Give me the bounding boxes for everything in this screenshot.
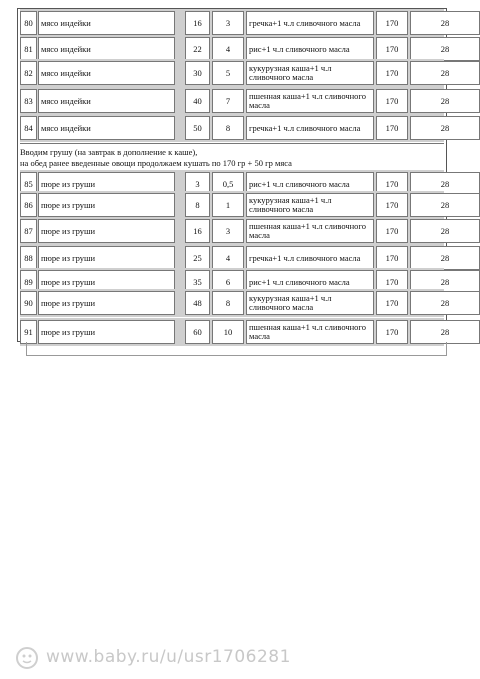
row-number: 91 <box>20 320 37 344</box>
table-footer-box <box>26 342 447 356</box>
product-cell: пюре из груши <box>38 270 175 294</box>
food-cell: рис+1 ч.л сливочного масла <box>246 172 374 196</box>
product-cell: мясо индейки <box>38 37 175 61</box>
vegetables-cell: 170 <box>376 219 408 243</box>
meat-cell: 28 <box>410 320 480 344</box>
meat-cell: 28 <box>410 246 480 270</box>
vegetables-cell: 170 <box>376 193 408 217</box>
row-number: 89 <box>20 270 37 294</box>
table-row <box>20 289 450 317</box>
food-cell: пшенная каша+1 ч.л сливочного масла <box>246 219 374 243</box>
row-number: 82 <box>20 61 37 85</box>
grams-cell: 3 <box>185 172 210 196</box>
grams-cell: 16 <box>185 219 210 243</box>
vegetables-cell: 170 <box>376 11 408 35</box>
product-cell: пюре из груши <box>38 193 175 217</box>
grams-cell: 30 <box>185 61 210 85</box>
portion-cell: 8 <box>212 291 244 315</box>
vegetables-cell: 170 <box>376 320 408 344</box>
product-cell: пюре из груши <box>38 172 175 196</box>
meat-cell: 28 <box>410 172 480 196</box>
note-line-2: на обед ранее введенные овощи продолжаем кушать по 170 гр + 50 гр мяса <box>20 157 292 168</box>
vegetables-cell: 170 <box>376 116 408 140</box>
food-cell: рис+1 ч.л сливочного масла <box>246 270 374 294</box>
meat-cell: 28 <box>410 193 480 217</box>
portion-cell: 10 <box>212 320 244 344</box>
portion-cell: 8 <box>212 116 244 140</box>
baby-logo-icon <box>14 644 40 670</box>
row-number: 80 <box>20 11 37 35</box>
portion-cell: 3 <box>212 219 244 243</box>
row-number: 88 <box>20 246 37 270</box>
row-number: 86 <box>20 193 37 217</box>
meat-cell: 28 <box>410 11 480 35</box>
row-number: 90 <box>20 291 37 315</box>
vegetables-cell: 170 <box>376 291 408 315</box>
meat-cell: 28 <box>410 291 480 315</box>
portion-cell: 4 <box>212 37 244 61</box>
portion-cell: 6 <box>212 270 244 294</box>
food-cell: гречка+1 ч.л сливочного масла <box>246 116 374 140</box>
product-cell: пюре из груши <box>38 320 175 344</box>
table-row <box>20 59 450 87</box>
grams-cell: 60 <box>185 320 210 344</box>
vegetables-cell: 170 <box>376 89 408 113</box>
meat-cell: 28 <box>410 61 480 85</box>
portion-cell: 7 <box>212 89 244 113</box>
note-line-1: Вводим грушу (на завтрак в дополнение к каше), <box>20 147 198 157</box>
row-number: 85 <box>20 172 37 196</box>
row-number: 81 <box>20 37 37 61</box>
vegetables-cell: 170 <box>376 270 408 294</box>
vegetables-cell: 170 <box>376 246 408 270</box>
meat-cell: 28 <box>410 37 480 61</box>
food-cell: пшенная каша+1 ч.л сливочного масла <box>246 89 374 113</box>
vegetables-cell: 170 <box>376 172 408 196</box>
grams-cell: 8 <box>185 193 210 217</box>
table-row <box>20 217 450 245</box>
watermark <box>14 642 314 672</box>
product-cell: пюре из груши <box>38 246 175 270</box>
product-cell: пюре из груши <box>38 291 175 315</box>
vegetables-cell: 170 <box>376 61 408 85</box>
food-cell: гречка+1 ч.л сливочного масла <box>246 11 374 35</box>
food-cell: кукурузная каша+1 ч.л сливочного масла <box>246 291 374 315</box>
row-number: 87 <box>20 219 37 243</box>
portion-cell: 0,5 <box>212 172 244 196</box>
product-cell: мясо индейки <box>38 116 175 140</box>
watermark-text: www.baby.ru/u/usr1706281 <box>46 647 291 667</box>
grams-cell: 40 <box>185 89 210 113</box>
note-block <box>20 143 444 173</box>
food-cell: гречка+1 ч.л сливочного масла <box>246 246 374 270</box>
portion-cell: 3 <box>212 11 244 35</box>
table-row <box>20 114 450 142</box>
table-row <box>20 9 450 37</box>
portion-cell: 4 <box>212 246 244 270</box>
table-row <box>20 87 450 115</box>
grams-cell: 22 <box>185 37 210 61</box>
product-cell: мясо индейки <box>38 11 175 35</box>
meat-cell: 28 <box>410 116 480 140</box>
grams-cell: 25 <box>185 246 210 270</box>
portion-cell: 5 <box>212 61 244 85</box>
row-number: 84 <box>20 116 37 140</box>
row-number: 83 <box>20 89 37 113</box>
product-cell: пюре из груши <box>38 219 175 243</box>
meat-cell: 28 <box>410 270 480 294</box>
meat-cell: 28 <box>410 89 480 113</box>
meat-cell: 28 <box>410 219 480 243</box>
grams-cell: 48 <box>185 291 210 315</box>
food-cell: рис+1 ч.л сливочного масла <box>246 37 374 61</box>
food-cell: кукурузная каша+1 ч.л сливочного масла <box>246 61 374 85</box>
table-row <box>20 191 450 219</box>
product-cell: мясо индейки <box>38 89 175 113</box>
grams-cell: 50 <box>185 116 210 140</box>
product-cell: мясо индейки <box>38 61 175 85</box>
grams-cell: 16 <box>185 11 210 35</box>
portion-cell: 1 <box>212 193 244 217</box>
grams-cell: 35 <box>185 270 210 294</box>
food-cell: кукурузная каша+1 ч.л сливочного масла <box>246 193 374 217</box>
food-cell: пшенная каша+1 ч.л сливочного масла <box>246 320 374 344</box>
schedule-table <box>17 8 450 342</box>
vegetables-cell: 170 <box>376 37 408 61</box>
